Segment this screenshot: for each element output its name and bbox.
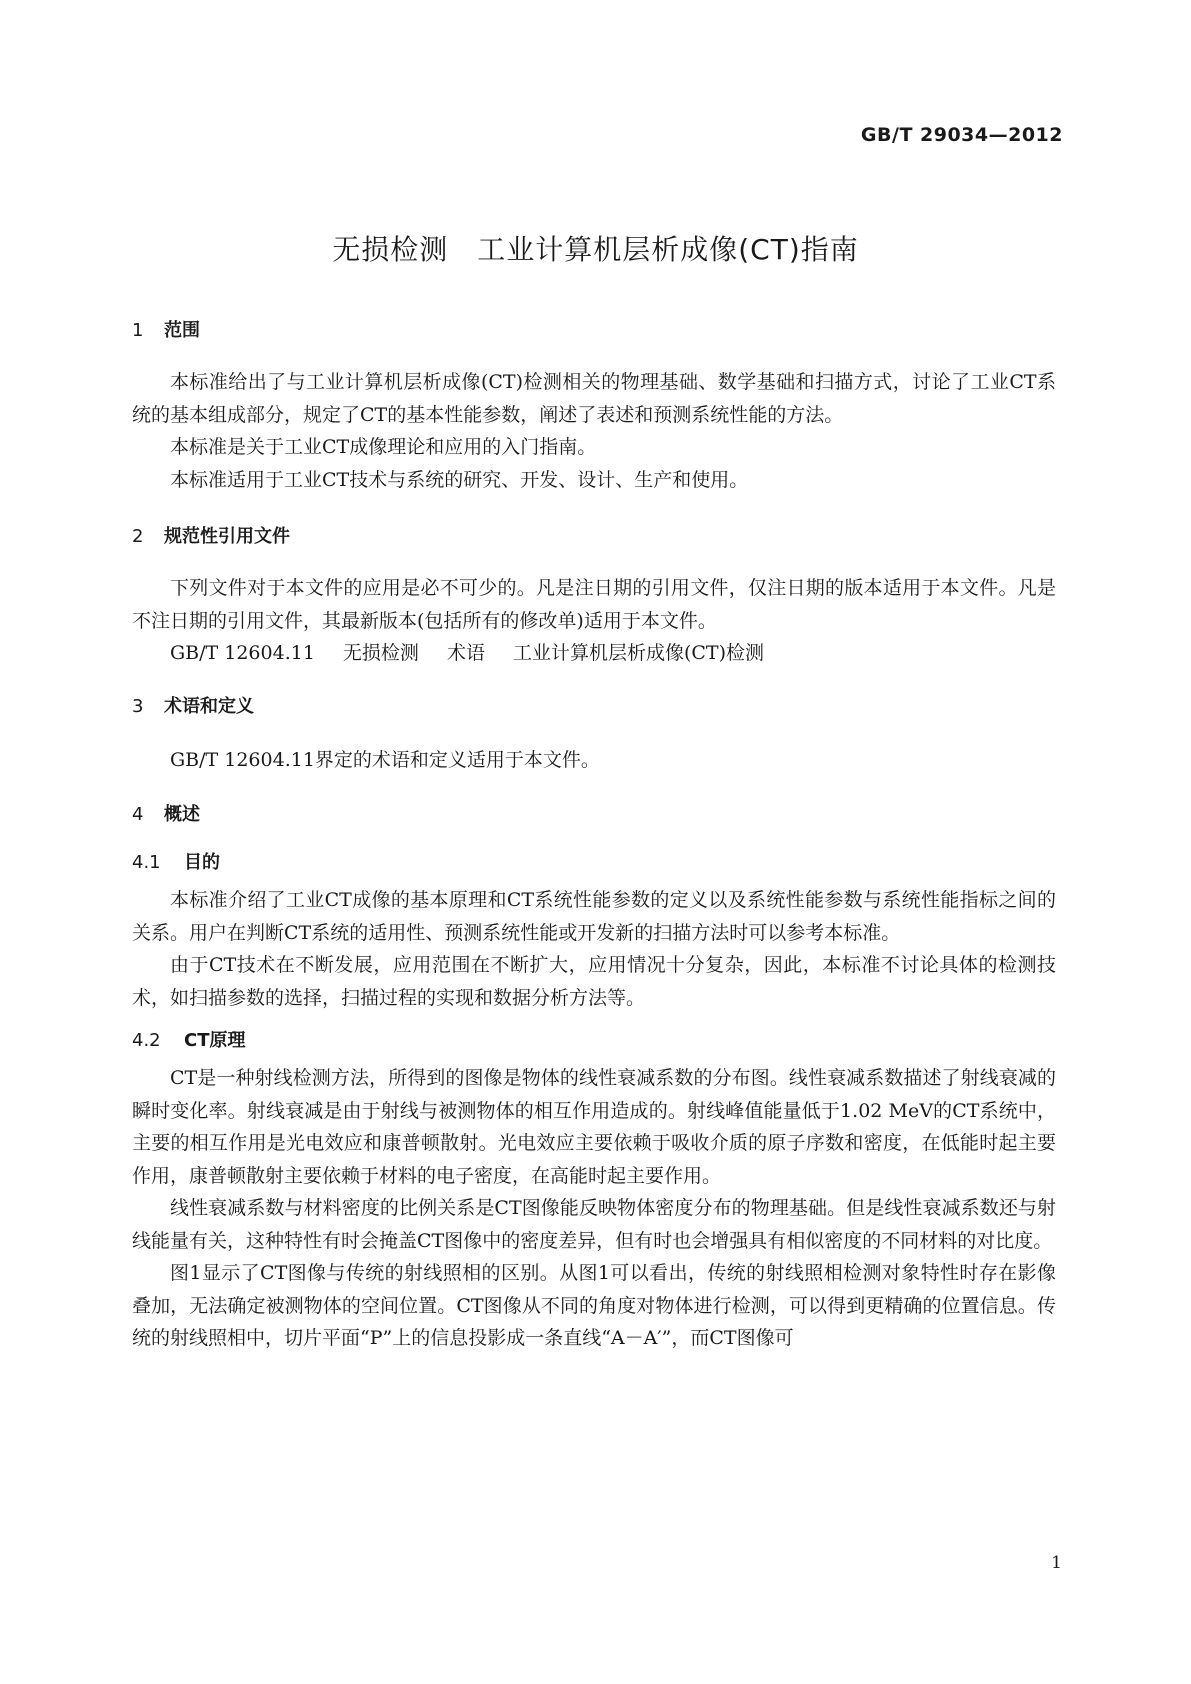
section-4-1-heading (132, 850, 1056, 876)
reference-title-part-2: 术语 (446, 642, 485, 664)
document-body (132, 318, 1056, 1355)
standard-code: GB/T 29034—2012 (860, 124, 1063, 146)
section-title: CT原理 (184, 1030, 246, 1051)
reference-code: GB/T 12604.11 (170, 642, 315, 664)
section-number: 4.1 (132, 852, 161, 873)
section-2-heading (132, 524, 1056, 550)
section-4-2-paragraph-3: 图1显示了CT图像与传统的射线照相的区别。从图1可以看出，传统的射线照相检测对象特性时存在影像叠加，无法确定被测物体的空间位置。CT图像从不同的角度对物体进行检测，可以得到更精确的位置信息。传统的射线照相中，切片平面“P”上的信息投影成一条直线“A－A′”，而CT图像可 (132, 1262, 1056, 1349)
section-title: 范围 (164, 320, 200, 341)
section-3-heading (132, 694, 1056, 720)
section-3-paragraph-1: GB/T 12604.11界定的术语和定义适用于本文件。 (170, 748, 600, 771)
section-4-1-paragraph-2: 由于CT技术在不断发展，应用范围在不断扩大，应用情况十分复杂，因此，本标准不讨论具体的检测技术，如扫描参数的选择，扫描过程的实现和数据分析方法等。 (132, 954, 1056, 1009)
section-number: 1 (132, 320, 144, 341)
section-title: 术语和定义 (164, 695, 254, 717)
section-4-2-paragraph-2: 线性衰减系数与材料密度的比例关系是CT图像能反映物体密度分布的物理基础。但是线性衰减系数还与射线能量有关，这种特性有时会掩盖CT图像中的密度差异，但有时也会增强具有相似密度的不同材料的对比度。 (132, 1197, 1056, 1252)
section-number: 4 (132, 804, 144, 825)
section-4-1-paragraph-1: 本标准介绍了工业CT成像的基本原理和CT系统性能参数的定义以及系统性能参数与系统性能指标之间的关系。用户在判断CT系统的适用性、预测系统性能或开发新的扫描方法时可以参考本标准。 (132, 889, 1056, 944)
page-number: 1 (1051, 1553, 1062, 1573)
section-1-paragraph-3: 本标准适用于工业CT技术与系统的研究、开发、设计、生产和使用。 (170, 468, 749, 491)
section-number: 3 (132, 695, 144, 717)
section-1-heading (132, 318, 1056, 344)
section-4-2-paragraph-1: CT是一种射线检测方法，所得到的图像是物体的线性衰减系数的分布图。线性衰减系数描述了射线衰减的瞬时变化率。射线衰减是由于射线与被测物体的相互作用造成的。射线峰值能量低于1.02 MeV的CT系统中，主要的相互作用是光电效应和康普顿散射。光电效应主要依赖于吸收介质的原子序数和密度，在低能时起主要作用，康普顿散射主要依赖于材料的电子密度，在高能时起主要作用。 (132, 1067, 1056, 1187)
reference-title-part-1: 无损检测 (342, 642, 419, 664)
section-number: 4.2 (132, 1030, 161, 1051)
section-4-heading (132, 802, 1056, 828)
section-2-paragraph-1: 下列文件对于本文件的应用是必不可少的。凡是注日期的引用文件，仅注日期的版本适用于本文件。凡是不注日期的引用文件，其最新版本(包括所有的修改单)适用于本文件。 (132, 577, 1056, 632)
section-4-2-heading (132, 1028, 1056, 1054)
section-1-paragraph-1: 本标准给出了与工业计算机层析成像(CT)检测相关的物理基础、数学基础和扫描方式，讨论了工业CT系统的基本组成部分，规定了CT的基本性能参数，阐述了表述和预测系统性能的方法。 (132, 371, 1056, 426)
normative-reference (132, 637, 1056, 670)
section-1-paragraph-2: 本标准是关于工业CT成像理论和应用的入门指南。 (170, 436, 597, 458)
reference-title-part-3: 工业计算机层析成像(CT)检测 (512, 642, 764, 664)
section-number: 2 (132, 526, 144, 547)
section-title: 规范性引用文件 (164, 526, 290, 547)
section-title: 概述 (164, 804, 200, 825)
section-title: 目的 (184, 852, 220, 873)
document-title: 无损检测 工业计算机层析成像(CT)指南 (332, 233, 859, 266)
